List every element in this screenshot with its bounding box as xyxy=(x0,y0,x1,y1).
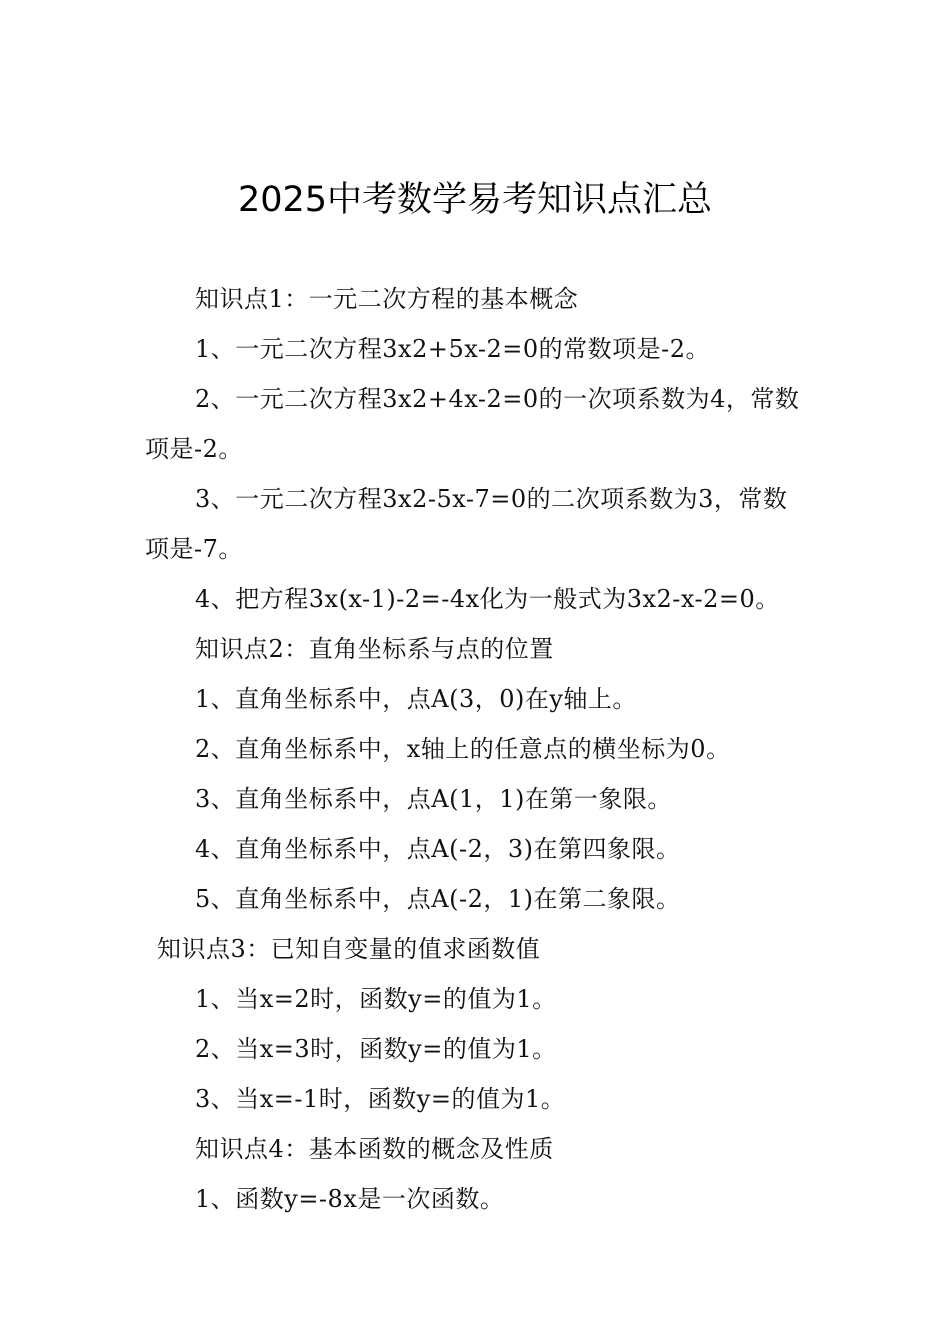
paragraph: 3、一元二次方程3x2-5x-7=0的二次项系数为3，常数项是-7。 xyxy=(145,485,788,563)
paragraph: 2、当x=3时，函数y=的值为1。 xyxy=(195,1035,557,1063)
paragraph: 1、函数y=-8x是一次函数。 xyxy=(195,1185,505,1213)
paragraph: 2、一元二次方程3x2+4x-2=0的一次项系数为4，常数项是-2。 xyxy=(145,385,800,463)
paragraph: 2、直角坐标系中，x轴上的任意点的横坐标为0。 xyxy=(195,735,731,763)
paragraph: 1、直角坐标系中，点A(3，0)在y轴上。 xyxy=(195,685,637,713)
paragraph: 1、一元二次方程3x2+5x-2=0的常数项是-2。 xyxy=(195,335,710,363)
paragraph: 1、当x=2时，函数y=的值为1。 xyxy=(195,985,557,1013)
section-heading-2: 知识点2：直角坐标系与点的位置 xyxy=(195,635,554,663)
document-title: 2025中考数学易考知识点汇总 xyxy=(237,180,713,220)
document-body xyxy=(145,274,810,1224)
paragraph: 4、把方程3x(x-1)-2=-4x化为一般式为3x2-x-2=0。 xyxy=(195,585,780,613)
paragraph: 3、直角坐标系中，点A(1，1)在第一象限。 xyxy=(195,785,672,813)
paragraph: 5、直角坐标系中，点A(-2，1)在第二象限。 xyxy=(195,885,681,913)
paragraph: 4、直角坐标系中，点A(-2，3)在第四象限。 xyxy=(195,835,681,863)
section-heading-4: 知识点4：基本函数的概念及性质 xyxy=(195,1135,554,1163)
paragraph: 3、当x=-1时，函数y=的值为1。 xyxy=(195,1085,566,1113)
section-heading-3: 知识点3：已知自变量的值求函数值 xyxy=(157,935,541,963)
section-heading-1: 知识点1：一元二次方程的基本概念 xyxy=(195,285,579,313)
